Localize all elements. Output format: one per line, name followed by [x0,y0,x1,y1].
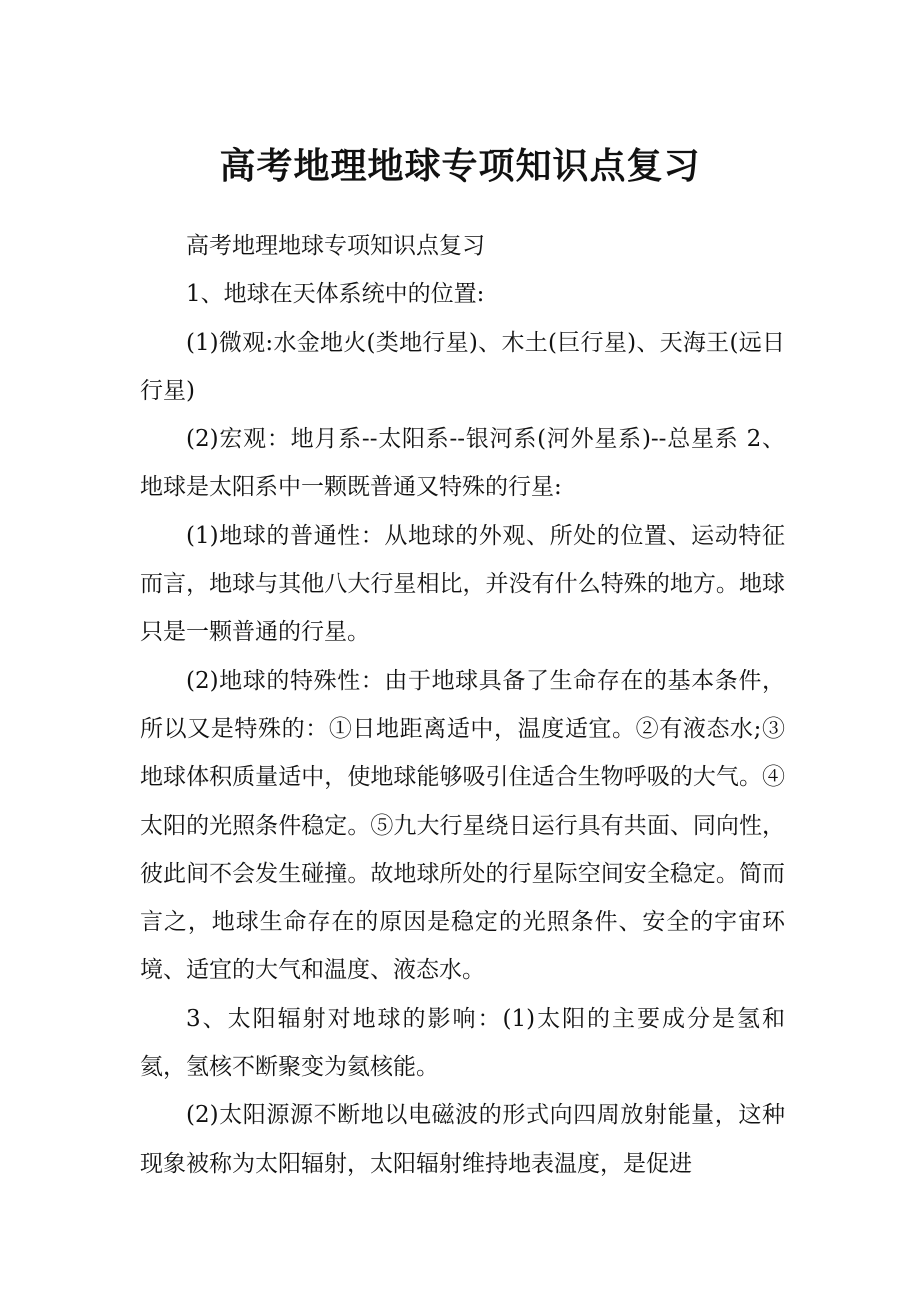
paragraph: (2)地球的特殊性：由于地球具备了生命存在的基本条件，所以又是特殊的：①日地距离适中，温度适宜。②有液态水;③地球体积质量适中，使地球能够吸引住适合生物呼吸的大气。④太阳的光照条件稳定。⑤九大行星绕日运行具有共面、同向性，彼此间不会发生碰撞。故地球所处的行星际空间安全稳定。简而言之，地球生命存在的原因是稳定的光照条件、安全的宇宙环境、适宜的大气和温度、液态水。 [140,667,785,984]
paragraph: 3、太阳辐射对地球的影响：(1)太阳的主要成分是氢和氦，氢核不断聚变为氦核能。 [140,1005,785,1081]
paragraph: 1、地球在天体系统中的位置: [186,281,485,308]
document-body [140,222,785,1188]
paragraph: (2)太阳源源不断地以电磁波的形式向四周放射能量，这种现象被称为太阳辐射，太阳辐射维持地表温度，是促进 [140,1102,785,1177]
paragraph: (2)宏观：地月系--太阳系--银河系(河外星系)--总星系 2、地球是太阳系中一颗既普通又特殊的行星: [140,426,785,501]
paragraph: (1)微观:水金地火(类地行星)、木土(巨行星)、天海王(远日行星) [140,329,785,404]
paragraph: 高考地理地球专项知识点复习 [186,233,485,259]
document-title: 高考地理地球专项知识点复习 [219,145,701,187]
paragraph: (1)地球的普通性：从地球的外观、所处的位置、运动特征而言，地球与其他八大行星相比，并没有什么特殊的地方。地球只是一颗普通的行星。 [140,522,785,646]
